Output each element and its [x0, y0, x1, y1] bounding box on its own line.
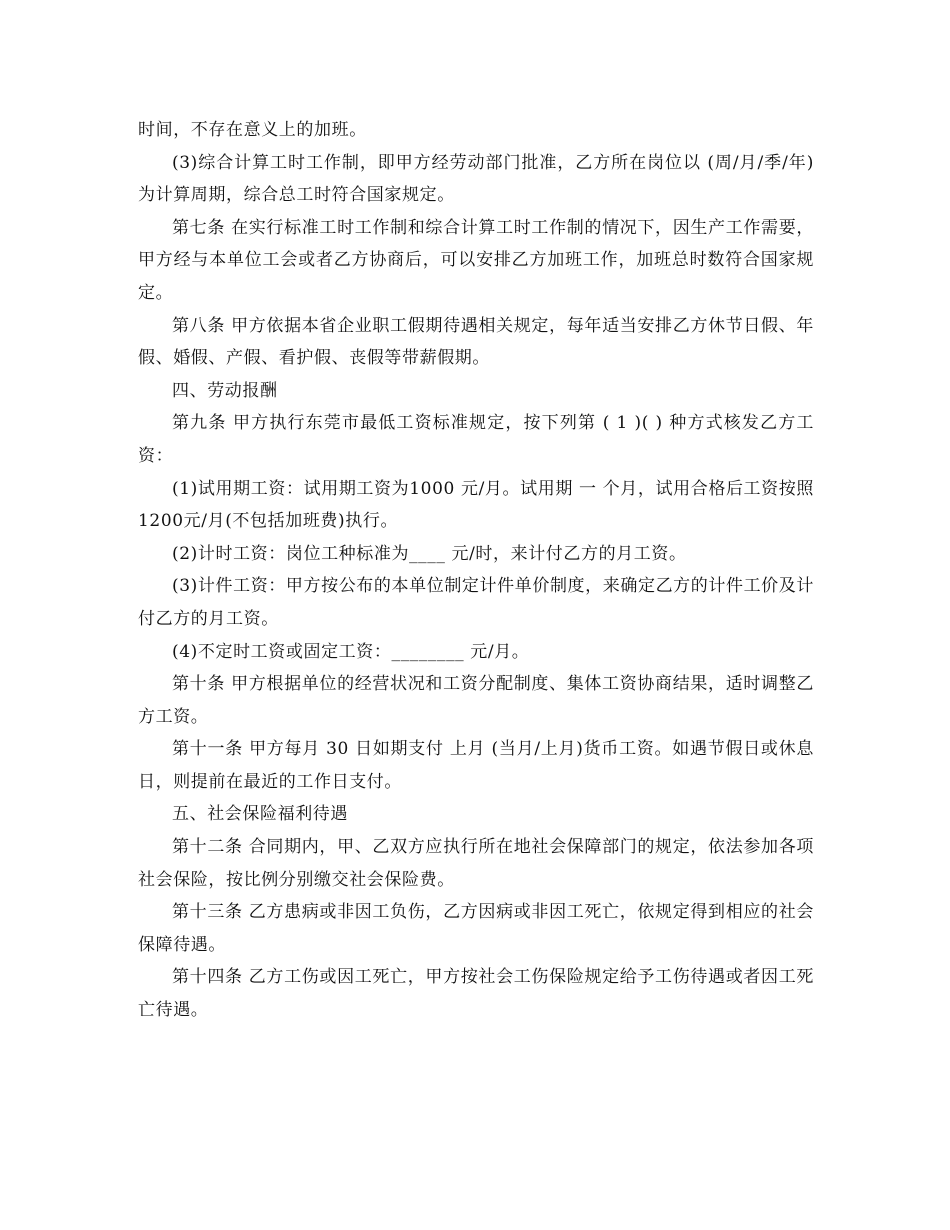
- paragraph-article-14: 第十四条 乙方工伤或因工死亡，甲方按社会工伤保险规定给予工伤待遇或者因工死亡待遇。: [138, 967, 814, 1021]
- document-body: [138, 114, 814, 1027]
- paragraph-wage-fixed: (4)不定时工资或固定工资：________ 元/月。: [172, 641, 530, 662]
- paragraph-continuation: 时间，不存在意义上的加班。: [138, 120, 367, 140]
- paragraph-wage-piecework: (3)计件工资：甲方按公布的本单位制定计件单价制度，来确定乙方的计件工价及计付乙方的月工资。: [138, 576, 814, 629]
- paragraph-article-13: 第十三条 乙方患病或非因工负伤，乙方因病或非因工死亡，依规定得到相应的社会保障待遇。: [138, 902, 814, 955]
- paragraph-article-12: 第十二条 合同期内，甲、乙双方应执行所在地社会保障部门的规定，依法参加各项社会保险，按比例分别缴交社会保险费。: [138, 837, 814, 890]
- paragraph-article-7: 第七条 在实行标准工时工作制和综合计算工时工作制的情况下，因生产工作需要，甲方经与本单位工会或者乙方协商后，可以安排乙方加班工作，加班总时数符合国家规定。: [138, 217, 814, 303]
- paragraph-article-10: 第十条 甲方根据单位的经营状况和工资分配制度、集体工资协商结果，适时调整乙方工资。: [138, 674, 814, 727]
- section-heading-social-insurance: 五、社会保险福利待遇: [172, 804, 348, 825]
- paragraph-article-9: 第九条 甲方执行东莞市最低工资标准规定，按下列第 ( 1 )( ) 种方式核发乙方工资：: [138, 413, 814, 466]
- paragraph-wage-probation: (1)试用期工资：试用期工资为1000 元/月。试用期 一 个月，试用合格后工资按照1200元/月(不包括加班费)执行。: [138, 478, 814, 532]
- paragraph-working-hours-3: (3)综合计算工时工作制，即甲方经劳动部门批准，乙方所在岗位以 (周/月/季/年)为计算周期，综合总工时符合国家规定。: [138, 152, 814, 206]
- paragraph-article-11: 第十一条 甲方每月 30 日如期支付 上月 (当月/上月)货币工资。如遇节假日或休息日，则提前在最近的工作日支付。: [138, 739, 814, 792]
- section-heading-labor-remuneration: 四、劳动报酬: [172, 380, 278, 401]
- paragraph-article-8: 第八条 甲方依据本省企业职工假期待遇相关规定，每年适当安排乙方休节日假、年假、婚假、产假、看护假、丧假等带薪假期。: [138, 315, 814, 369]
- paragraph-wage-hourly: (2)计时工资：岗位工种标准为____ 元/时，来计付乙方的月工资。: [172, 543, 687, 564]
